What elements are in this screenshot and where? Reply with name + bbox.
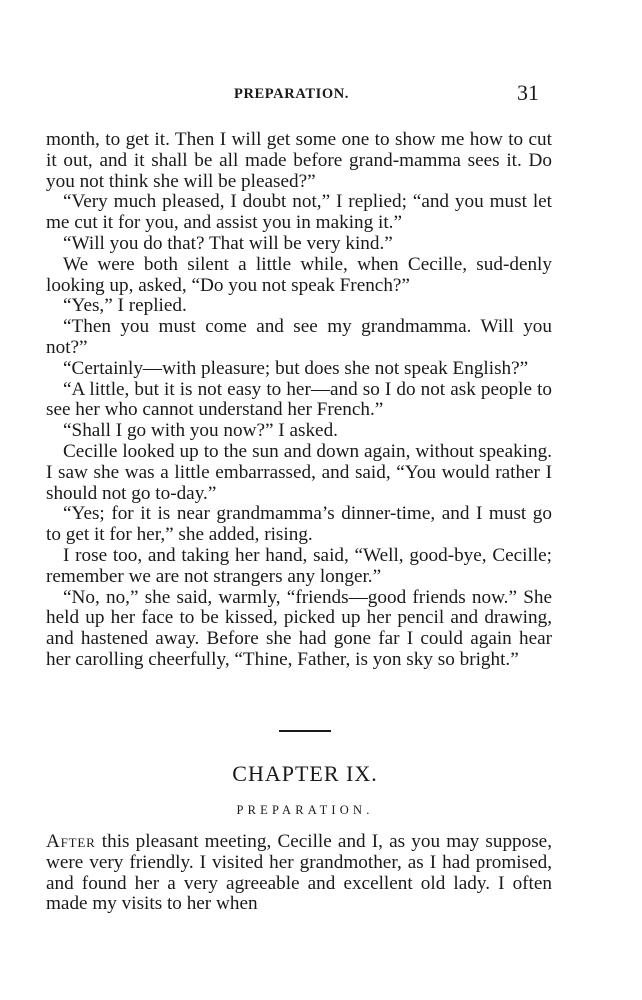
paragraph: “Certainly—with pleasure; but does she not speak English?” <box>63 357 529 379</box>
body-text <box>46 130 552 671</box>
paragraph: “Will you do that? That will be very kind.” <box>63 232 393 254</box>
paragraph: “No, no,” she said, warmly, “friends—good friends now.” She held up her face to be kissed, picked up her pencil and drawing, and hastened away. Before she had gone far I could again hear her carolling cheerfully, “Thine, Father, is yon sky so bright.” <box>46 586 552 670</box>
chapter-text <box>46 832 552 915</box>
chapter-heading: CHAPTER IX. <box>232 761 378 786</box>
running-title: PREPARATION. <box>234 86 350 102</box>
paragraph: “A little, but it is not easy to her—and so I do not ask people to see her who cannot understand her French.” <box>46 378 552 421</box>
paragraph: I rose too, and taking her hand, said, “Well, good-bye, Cecille; remember we are not strangers any longer.” <box>46 544 552 587</box>
chapter-subtitle: PREPARATION. <box>236 803 374 817</box>
paragraph: “Very much pleased, I doubt not,” I replied; “and you must let me cut it for you, and assist you in making it.” <box>46 191 552 234</box>
opening-word: After <box>46 831 96 852</box>
section-divider <box>279 730 331 732</box>
page-number: 31 <box>517 80 539 105</box>
chapter-opening-paragraph <box>46 832 552 915</box>
opening-text: this pleasant meeting, Cecille and I, as you may suppose, were very friendly. I visited her grandmother, as I had promised, and found her a very agreeable and excellent old lady. I often made my visits to her when <box>46 831 552 915</box>
paragraph: month, to get it. Then I will get some one to show me how to cut it out, and it shall be all made before grand-mamma sees it. Do you not think she will be pleased?” <box>46 129 552 192</box>
paragraph: We were both silent a little while, when Cecille, sud-denly looking up, asked, “Do you not speak French?” <box>46 253 552 296</box>
paragraph: Cecille looked up to the sun and down again, without speaking. I saw she was a little embarrassed, and said, “You would rather I should not go to-day.” <box>46 440 552 504</box>
paragraph: “Yes; for it is near grandmamma’s dinner-time, and I must go to get it for her,” she added, rising. <box>46 503 552 546</box>
paragraph: “Shall I go with you now?” I asked. <box>63 420 338 442</box>
paragraph: “Yes,” I replied. <box>63 295 187 317</box>
paragraph: “Then you must come and see my grandmamma. Will you not?” <box>46 316 552 358</box>
